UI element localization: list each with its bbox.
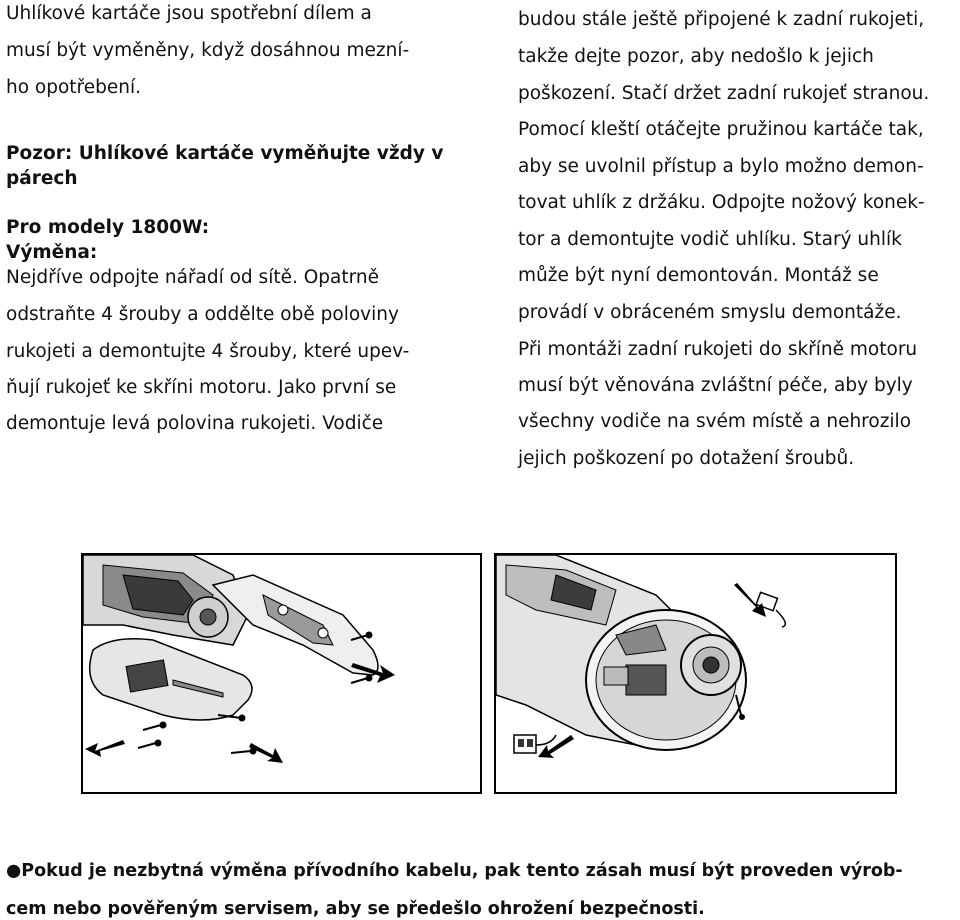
right-line-12: všechny vodiče na svém místě a nehrozilo bbox=[518, 411, 912, 432]
grinder-handle-disassembly-illustration bbox=[83, 555, 480, 792]
footer-note-line-1: ●Pokud je nezbytná výměna přívodního kabelu, pak tento zásah musí být proveden výrob- bbox=[6, 861, 903, 881]
carbon-brush-replacement-illustration bbox=[496, 555, 895, 792]
right-line-11: musí být věnována zvláštní péče, aby byly bbox=[518, 375, 913, 396]
body-line-2: odstraňte 4 šrouby a oddělte obě poloviny bbox=[6, 304, 399, 325]
intro-line-2: musí být vyměněny, když dosáhnou mezní- bbox=[6, 40, 410, 61]
models-heading: Pro modely 1800W: bbox=[6, 217, 210, 238]
right-line-5: aby se uvolnil přístup a bylo možno demon- bbox=[518, 156, 924, 177]
carbon-brush-figure bbox=[494, 553, 897, 794]
right-line-8: může být nyní demontován. Montáž se bbox=[518, 265, 879, 286]
right-line-6: tovat uhlík z držáku. Odpojte nožový konek- bbox=[518, 192, 925, 213]
body-line-4: ňují rukojeť ke skříni motoru. Jako první se bbox=[6, 377, 397, 398]
intro-line-3: ho opotřebení. bbox=[6, 77, 142, 98]
handle-disassembly-figure bbox=[81, 553, 482, 794]
right-line-1: budou stále ještě připojené k zadní rukojeti, bbox=[518, 9, 925, 30]
body-line-1: Nejdříve odpojte nářadí od sítě. Opatrně bbox=[6, 267, 380, 288]
footer-note-line-2: cem nebo pověřeným servisem, aby se předešlo ohrožení bezpečnosti. bbox=[6, 899, 705, 919]
right-line-10: Při montáži zadní rukojeti do skříně motoru bbox=[518, 339, 918, 360]
replacement-heading: Výměna: bbox=[6, 242, 98, 263]
right-line-3: poškození. Stačí držet zadní rukojeť stranou. bbox=[518, 83, 930, 104]
body-line-5: demontuje levá polovina rukojeti. Vodiče bbox=[6, 413, 384, 434]
right-line-7: tor a demontujte vodič uhlíku. Starý uhlík bbox=[518, 229, 902, 250]
right-line-9: provádí v obráceném smyslu demontáže. bbox=[518, 302, 902, 323]
right-line-2: takže dejte pozor, aby nedošlo k jejich bbox=[518, 46, 874, 67]
body-line-3: rukojeti a demontujte 4 šrouby, které upev- bbox=[6, 341, 410, 362]
warning-line-2: párech bbox=[6, 168, 78, 189]
intro-line-1: Uhlíkové kartáče jsou spotřební dílem a bbox=[6, 3, 372, 24]
warning-line-1: Pozor: Uhlíkové kartáče vyměňujte vždy v bbox=[6, 143, 444, 164]
right-line-4: Pomocí kleští otáčejte pružinou kartáče tak, bbox=[518, 119, 924, 140]
right-line-13: jejich poškození po dotažení šroubů. bbox=[518, 448, 855, 469]
